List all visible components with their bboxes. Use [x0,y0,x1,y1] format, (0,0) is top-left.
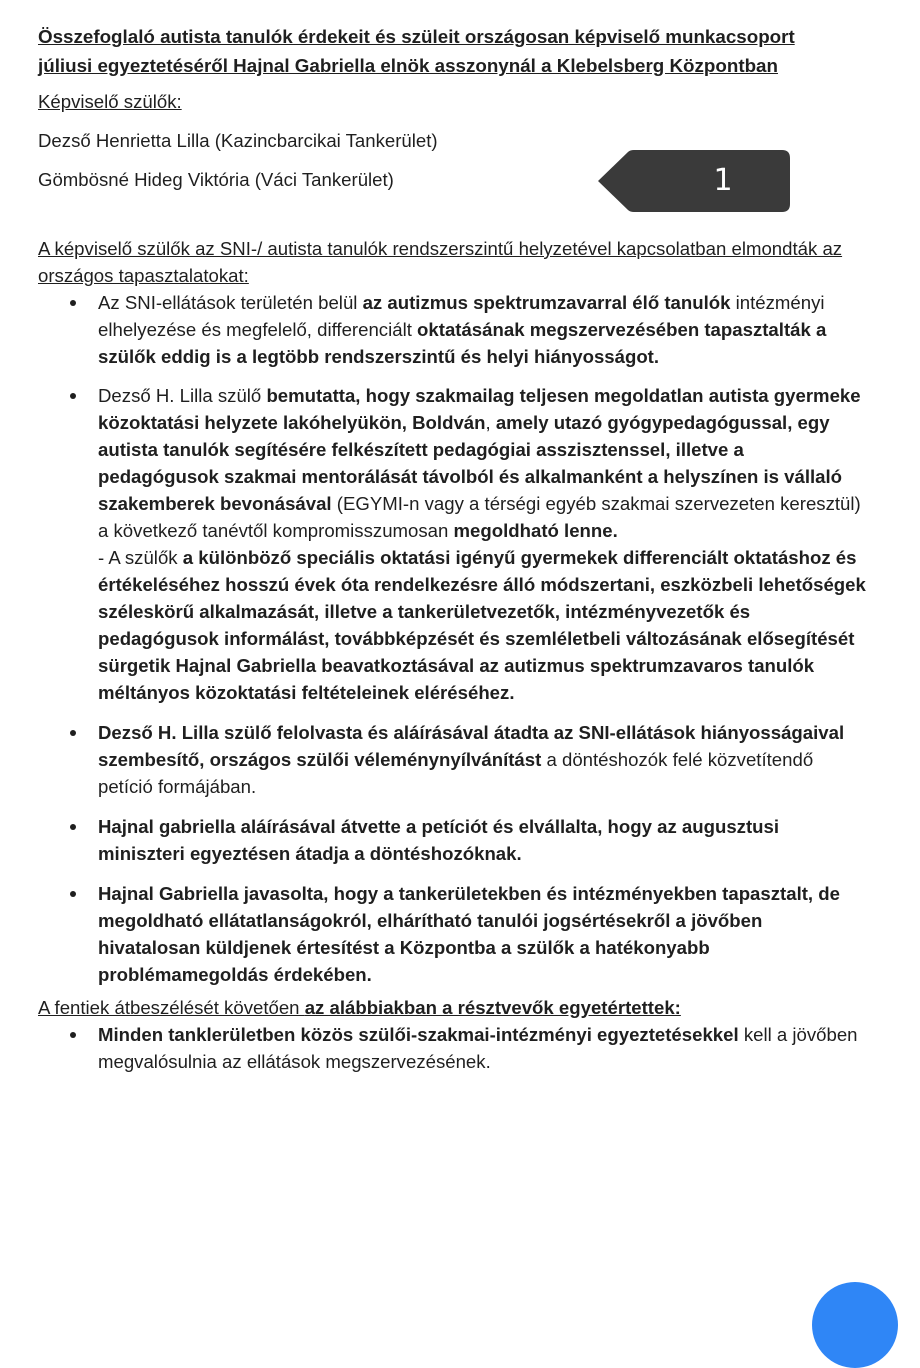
agreement-list [38,1021,868,1075]
representative-2: Gömbösné Hideg Viktória (Váci Tankerület) [38,169,394,190]
bullet-text: Az SNI-ellátások területén belül [98,292,363,313]
section-intro: A képviselő szülők az SNI-/ autista tanulók rendszerszintű helyzetével kapcsolatban elmondták az országos tapasztalatokat: [38,238,843,286]
representative-1: Dezső Henrietta Lilla (Kazincbarcikai Tankerület) [38,130,438,151]
bullet-bold-text: amely utazó gyógypedagógussal, egy autista tanulók segítésére felkészített pedagógiai asszisztenssel, illetve a pedagógusok szakmai mentorálását távolból és alkalmanként a helyszínen is vállaló szakemberek bevonásával [98,412,843,514]
bullet-icon [70,891,76,897]
representatives-label: Képviselő szülők: [38,91,182,112]
agreement-intro [38,994,868,1021]
bullet-icon [70,393,76,399]
bullet-bold-text: bemutatta, hogy szakmailag teljesen megoldatlan autista gyermeke közoktatási helyzete lakóhelyükön, Boldván [98,385,861,433]
list-item [38,813,868,867]
bullet-bold-text: Minden tanklerületben közös szülői-szakmai-intézményi egyeztetésekkel [98,1024,739,1045]
document-title: Összefoglaló autista tanulók érdekeit és szüleit országosan képviselő munkacsoport júliusi egyeztetéséről Hajnal Gabriella elnök asszonynál a Klebelsberg Központban [38,26,795,76]
bullet-text: - A szülők [98,547,183,568]
bullet-bold-text: megoldható lenne. [453,520,618,541]
list-item [38,1021,868,1075]
page-number-badge [598,150,790,212]
bullet-text: a döntéshozók felé közvetítendő petíció formájában. [98,749,814,797]
bullet-bold-text: a különböző speciális oktatási igényű gyermekek differenciált oktatáshoz és értékeléséhez hosszú évek óta rendelkezésre álló módszertani, eszközbeli lehetőségek széleskörű alkalmazását, illetve a tankerületvezetők, intézményvezetők és pedagógusok informálást, továbbképzését és szemléletbeli változásának elősegítését sürgetik Hajnal Gabriella beavatkoztásával az autizmus spektrumzavaros tanulók méltányos közoktatási feltételeinek eléréséhez. [98,547,866,703]
bullet-bold-text: oktatásának megszervezésében tapasztalták a szülők eddig is a legtöbb rendszerszintű és helyi hiányosságot. [98,319,827,367]
bullet-text: intézményi elhelyezése és megfelelő, differenciált [98,292,825,340]
bullet-icon [70,730,76,736]
bullet-text: , [485,412,496,433]
bullet-text: (EGYMI-n vagy a térségi egyéb szakmai szervezeten keresztül) a következő tanévtől kompromisszumosan [98,493,861,541]
agreement-intro-bold: az alábbiakban a résztvevők egyetértettek: [304,997,681,1018]
bullet-icon [70,1032,76,1038]
page-number: 1 [713,163,733,198]
bullet-icon [70,300,76,306]
experience-list [38,289,868,706]
bullet-bold-text: Hajnal gabriella aláírásával átvette a petíciót és elvállalta, hogy az augusztusi miniszteri egyeztésen átadja a döntéshozóknak. [98,816,780,864]
list-item [38,719,868,800]
bullet-icon [70,824,76,830]
list-item [38,880,868,988]
list-item [38,382,868,706]
outcome-list [38,719,868,988]
bullet-text: kell a jövőben megvalósulnia az ellátások megszervezésének. [98,1024,858,1072]
floating-action-button[interactable] [812,1282,898,1368]
list-item [38,289,868,370]
bullet-bold-text: az autizmus spektrumzavarral élő tanulók [362,292,731,313]
agreement-intro-text: A fentiek átbeszélését követően [38,997,305,1018]
bullet-bold-text: Hajnal Gabriella javasolta, hogy a tankerületekben és intézményekben tapasztalt, de megoldható ellátatlanságokról, elhárítható tanulói jogsértésekről a jövőben hivatalosan küldjenek értesítést a Központba a szülők a hatékonyabb problémamegoldás érdekében. [98,883,840,985]
bullet-text: Dezső H. Lilla szülő [98,385,267,406]
bullet-bold-text: Dezső H. Lilla szülő felolvasta és aláírásával átadta az SNI-ellátások hiányosságaival szembesítő, országos szülői véleménynyílvánítást [98,722,845,770]
